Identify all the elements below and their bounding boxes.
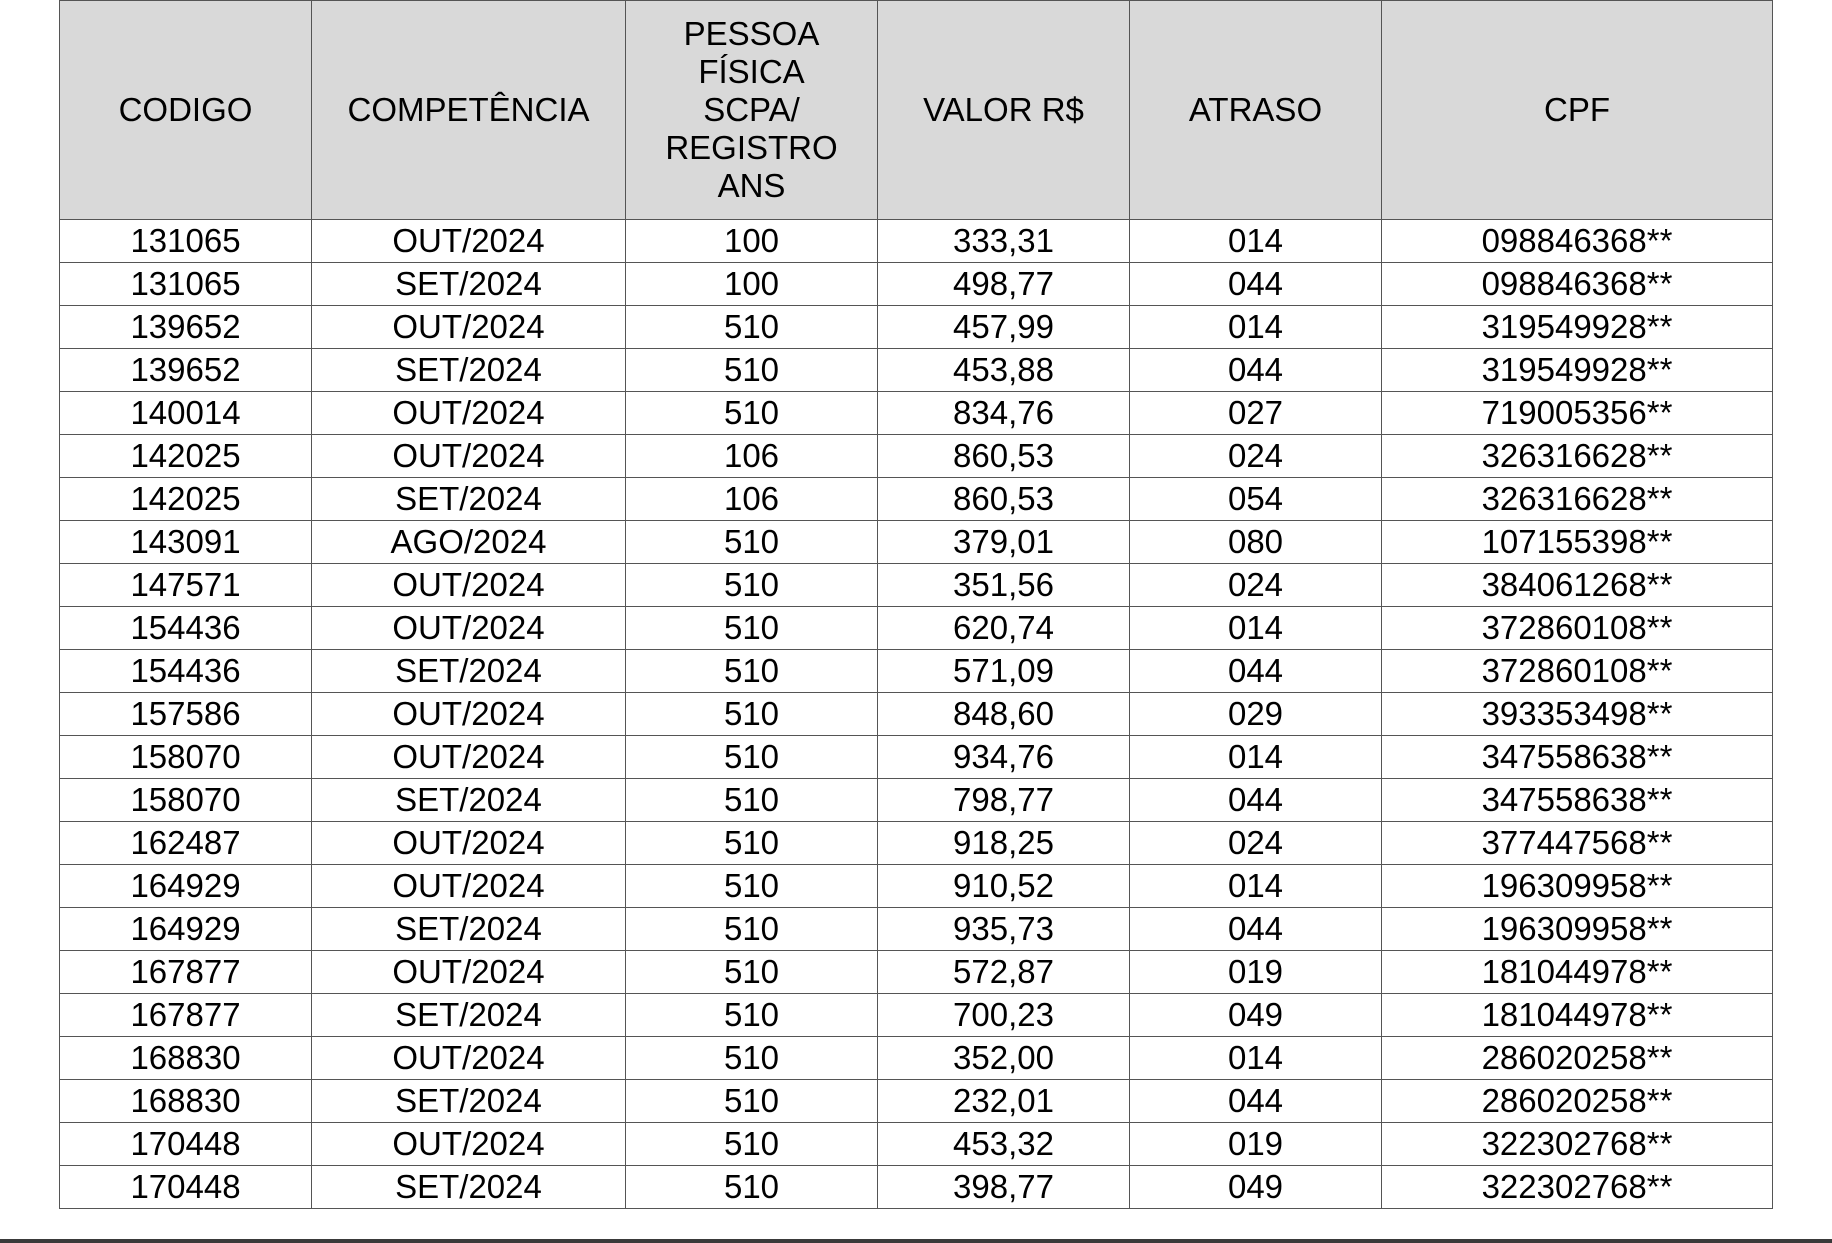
cell-atraso: 044 (1130, 349, 1382, 392)
cell-atraso: 014 (1130, 736, 1382, 779)
table-row (60, 564, 1773, 607)
table-row (60, 908, 1773, 951)
cell-codigo: 142025 (60, 435, 312, 478)
cell-atraso: 044 (1130, 908, 1382, 951)
cell-valor: 848,60 (878, 693, 1130, 736)
cell-codigo: 167877 (60, 951, 312, 994)
table-row (60, 306, 1773, 349)
cell-valor: 453,88 (878, 349, 1130, 392)
cell-valor: 860,53 (878, 435, 1130, 478)
cell-competencia: SET/2024 (312, 994, 626, 1037)
cell-competencia: SET/2024 (312, 263, 626, 306)
cell-atraso: 014 (1130, 306, 1382, 349)
cell-cpf: 196309958** (1382, 865, 1773, 908)
cell-valor: 918,25 (878, 822, 1130, 865)
cell-codigo: 167877 (60, 994, 312, 1037)
table-row (60, 736, 1773, 779)
cell-pessoa-fisica: 510 (626, 1080, 878, 1123)
cell-atraso: 024 (1130, 822, 1382, 865)
cell-codigo: 142025 (60, 478, 312, 521)
cell-competencia: OUT/2024 (312, 392, 626, 435)
cell-codigo: 168830 (60, 1037, 312, 1080)
cell-pessoa-fisica: 510 (626, 650, 878, 693)
cell-pessoa-fisica: 510 (626, 564, 878, 607)
cell-competencia: SET/2024 (312, 1080, 626, 1123)
cell-atraso: 014 (1130, 220, 1382, 263)
table-header (60, 1, 1773, 220)
cell-competencia: OUT/2024 (312, 1037, 626, 1080)
cell-cpf: 107155398** (1382, 521, 1773, 564)
cell-valor: 498,77 (878, 263, 1130, 306)
cell-codigo: 154436 (60, 650, 312, 693)
cell-codigo: 164929 (60, 908, 312, 951)
cell-codigo: 154436 (60, 607, 312, 650)
column-header-valor: VALOR R$ (878, 1, 1130, 220)
table-row (60, 1080, 1773, 1123)
cell-competencia: OUT/2024 (312, 693, 626, 736)
cell-pessoa-fisica: 510 (626, 607, 878, 650)
table-row (60, 693, 1773, 736)
cell-cpf: 347558638** (1382, 736, 1773, 779)
cell-valor: 352,00 (878, 1037, 1130, 1080)
cell-atraso: 024 (1130, 435, 1382, 478)
cell-cpf: 322302768** (1382, 1123, 1773, 1166)
cell-codigo: 139652 (60, 306, 312, 349)
cell-valor: 834,76 (878, 392, 1130, 435)
cell-valor: 379,01 (878, 521, 1130, 564)
cell-competencia: SET/2024 (312, 650, 626, 693)
cell-atraso: 044 (1130, 1080, 1382, 1123)
cell-competencia: OUT/2024 (312, 435, 626, 478)
cell-codigo: 131065 (60, 220, 312, 263)
cell-cpf: 372860108** (1382, 650, 1773, 693)
cell-pessoa-fisica: 510 (626, 951, 878, 994)
cell-cpf: 196309958** (1382, 908, 1773, 951)
cell-valor: 453,32 (878, 1123, 1130, 1166)
cell-cpf: 098846368** (1382, 220, 1773, 263)
table-row (60, 607, 1773, 650)
cell-pessoa-fisica: 510 (626, 994, 878, 1037)
page-bottom-border (0, 1239, 1832, 1243)
column-header-competencia: COMPETÊNCIA (312, 1, 626, 220)
cell-pessoa-fisica: 510 (626, 1037, 878, 1080)
cell-competencia: OUT/2024 (312, 306, 626, 349)
cell-cpf: 181044978** (1382, 994, 1773, 1037)
cell-valor: 860,53 (878, 478, 1130, 521)
cell-valor: 910,52 (878, 865, 1130, 908)
cell-codigo: 139652 (60, 349, 312, 392)
cell-valor: 232,01 (878, 1080, 1130, 1123)
cell-cpf: 384061268** (1382, 564, 1773, 607)
cell-pessoa-fisica: 510 (626, 779, 878, 822)
column-header-codigo: CODIGO (60, 1, 312, 220)
cell-competencia: SET/2024 (312, 908, 626, 951)
table-row (60, 1037, 1773, 1080)
table-row (60, 349, 1773, 392)
cell-atraso: 049 (1130, 994, 1382, 1037)
cell-competencia: SET/2024 (312, 779, 626, 822)
table-row (60, 478, 1773, 521)
cell-codigo: 158070 (60, 736, 312, 779)
cell-competencia: OUT/2024 (312, 564, 626, 607)
cell-cpf: 347558638** (1382, 779, 1773, 822)
table-row (60, 951, 1773, 994)
cell-competencia: OUT/2024 (312, 220, 626, 263)
cell-cpf: 326316628** (1382, 435, 1773, 478)
cell-competencia: OUT/2024 (312, 951, 626, 994)
cell-atraso: 044 (1130, 263, 1382, 306)
cell-atraso: 044 (1130, 779, 1382, 822)
cell-valor: 798,77 (878, 779, 1130, 822)
cell-valor: 571,09 (878, 650, 1130, 693)
cell-valor: 457,99 (878, 306, 1130, 349)
cell-cpf: 322302768** (1382, 1166, 1773, 1209)
cell-pessoa-fisica: 510 (626, 1123, 878, 1166)
cell-cpf: 377447568** (1382, 822, 1773, 865)
cell-pessoa-fisica: 510 (626, 693, 878, 736)
cell-pessoa-fisica: 100 (626, 263, 878, 306)
table-row (60, 220, 1773, 263)
cell-pessoa-fisica: 106 (626, 435, 878, 478)
cell-pessoa-fisica: 100 (626, 220, 878, 263)
cell-codigo: 140014 (60, 392, 312, 435)
cell-pessoa-fisica: 510 (626, 306, 878, 349)
column-header-pessoa-fisica: PESSOA FÍSICA SCPA/ REGISTRO ANS (626, 1, 878, 220)
cell-competencia: OUT/2024 (312, 736, 626, 779)
cell-valor: 333,31 (878, 220, 1130, 263)
cell-valor: 700,23 (878, 994, 1130, 1037)
table-row (60, 392, 1773, 435)
cell-codigo: 164929 (60, 865, 312, 908)
cell-cpf: 372860108** (1382, 607, 1773, 650)
cell-atraso: 019 (1130, 1123, 1382, 1166)
table-row (60, 865, 1773, 908)
cell-cpf: 719005356** (1382, 392, 1773, 435)
column-header-cpf: CPF (1382, 1, 1773, 220)
table-row (60, 1166, 1773, 1209)
cell-pessoa-fisica: 510 (626, 521, 878, 564)
cell-pessoa-fisica: 510 (626, 349, 878, 392)
column-header-atraso: ATRASO (1130, 1, 1382, 220)
cell-valor: 935,73 (878, 908, 1130, 951)
cell-codigo: 158070 (60, 779, 312, 822)
cell-competencia: OUT/2024 (312, 865, 626, 908)
cell-codigo: 147571 (60, 564, 312, 607)
cell-cpf: 319549928** (1382, 306, 1773, 349)
header-row (60, 1, 1773, 220)
cell-cpf: 181044978** (1382, 951, 1773, 994)
cell-codigo: 143091 (60, 521, 312, 564)
cell-cpf: 393353498** (1382, 693, 1773, 736)
cell-atraso: 019 (1130, 951, 1382, 994)
cell-codigo: 170448 (60, 1166, 312, 1209)
cell-atraso: 014 (1130, 1037, 1382, 1080)
table-row (60, 435, 1773, 478)
table-row (60, 994, 1773, 1037)
cell-codigo: 157586 (60, 693, 312, 736)
cell-competencia: OUT/2024 (312, 607, 626, 650)
table-row (60, 779, 1773, 822)
cell-valor: 934,76 (878, 736, 1130, 779)
delinquency-table (59, 0, 1773, 1209)
cell-competencia: SET/2024 (312, 1166, 626, 1209)
cell-atraso: 054 (1130, 478, 1382, 521)
cell-competencia: AGO/2024 (312, 521, 626, 564)
cell-atraso: 049 (1130, 1166, 1382, 1209)
cell-atraso: 029 (1130, 693, 1382, 736)
cell-pessoa-fisica: 510 (626, 392, 878, 435)
table-row (60, 1123, 1773, 1166)
cell-competencia: SET/2024 (312, 349, 626, 392)
cell-pessoa-fisica: 510 (626, 908, 878, 951)
table-row (60, 822, 1773, 865)
cell-valor: 398,77 (878, 1166, 1130, 1209)
cell-atraso: 080 (1130, 521, 1382, 564)
cell-pessoa-fisica: 106 (626, 478, 878, 521)
table-body (60, 220, 1773, 1209)
cell-competencia: OUT/2024 (312, 1123, 626, 1166)
cell-competencia: SET/2024 (312, 478, 626, 521)
cell-pessoa-fisica: 510 (626, 736, 878, 779)
cell-cpf: 286020258** (1382, 1080, 1773, 1123)
cell-cpf: 098846368** (1382, 263, 1773, 306)
cell-valor: 572,87 (878, 951, 1130, 994)
cell-atraso: 014 (1130, 865, 1382, 908)
cell-atraso: 024 (1130, 564, 1382, 607)
table-row (60, 521, 1773, 564)
table-row (60, 263, 1773, 306)
cell-valor: 351,56 (878, 564, 1130, 607)
cell-pessoa-fisica: 510 (626, 865, 878, 908)
cell-competencia: OUT/2024 (312, 822, 626, 865)
cell-cpf: 326316628** (1382, 478, 1773, 521)
cell-pessoa-fisica: 510 (626, 822, 878, 865)
cell-codigo: 168830 (60, 1080, 312, 1123)
cell-cpf: 319549928** (1382, 349, 1773, 392)
cell-atraso: 014 (1130, 607, 1382, 650)
cell-atraso: 044 (1130, 650, 1382, 693)
cell-atraso: 027 (1130, 392, 1382, 435)
cell-pessoa-fisica: 510 (626, 1166, 878, 1209)
cell-codigo: 162487 (60, 822, 312, 865)
cell-codigo: 170448 (60, 1123, 312, 1166)
cell-valor: 620,74 (878, 607, 1130, 650)
cell-cpf: 286020258** (1382, 1037, 1773, 1080)
cell-codigo: 131065 (60, 263, 312, 306)
table-row (60, 650, 1773, 693)
